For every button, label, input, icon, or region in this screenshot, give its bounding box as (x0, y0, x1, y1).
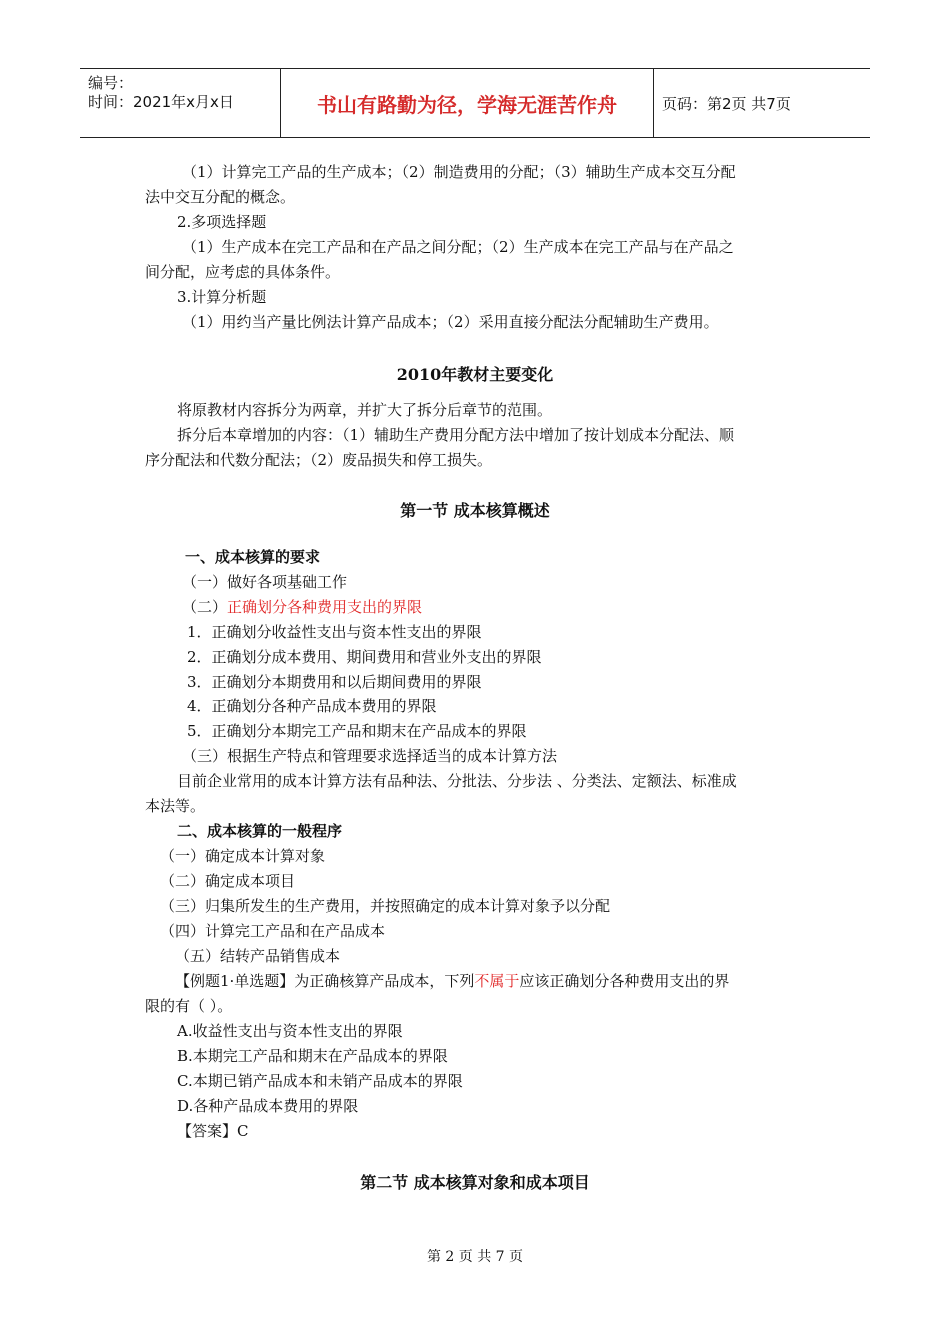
page-label: 页码：第2页 共7页 (662, 94, 791, 113)
option-a: A.收益性支出与资本性支出的界限 (177, 1022, 403, 1040)
intro-line: （1）生产成本在完工产品和在产品之间分配；（2）生产成本在完工产品与在产品之 (182, 238, 734, 256)
list-item: （三）根据生产特点和管理要求选择适当的成本计算方法 (182, 747, 558, 765)
document-header (80, 68, 870, 138)
changes-line: 序分配法和代数分配法；（2）废品损失和停工损失。 (145, 451, 493, 469)
list-item: （五）结转产品销售成本 (175, 947, 341, 965)
motto: 书山有路勤为径，学海无涯苦作舟 (281, 69, 654, 137)
list-item: （二）正确划分各种费用支出的界限 (182, 598, 423, 616)
option-c: C.本期已销产品成本和未销产品成本的界限 (177, 1072, 463, 1090)
number-label: 编号： (88, 74, 134, 92)
list-item: 2．正确划分成本费用、期间费用和营业外支出的界限 (187, 648, 542, 666)
list-item: （二）确定成本项目 (160, 872, 296, 890)
subheading: 二、成本核算的一般程序 (177, 822, 343, 840)
option-d: D.各种产品成本费用的界限 (177, 1097, 359, 1115)
intro-line: 2.多项选择题 (177, 213, 267, 231)
answer: 【答案】C (177, 1122, 249, 1140)
changes-line: 拆分后本章增加的内容：（1）辅助生产费用分配方法中增加了按计划成本分配法、顺 (177, 426, 735, 444)
changes-heading: 2010年教材主要变化 (396, 365, 554, 384)
list-item: （四）计算完工产品和在产品成本 (160, 922, 386, 940)
section1-heading: 第一节 成本核算概述 (400, 501, 550, 520)
time-label: 时间：2021年x月x日 (88, 93, 234, 111)
changes-line: 将原教材内容拆分为两章，并扩大了拆分后章节的范围。 (177, 401, 553, 419)
section2-heading: 第二节 成本核算对象和成本项目 (360, 1173, 590, 1192)
intro-line: 间分配，应考虑的具体条件。 (145, 263, 341, 281)
intro-line: （1）用约当产量比例法计算产品成本；（2）采用直接分配法分配辅助生产费用。 (182, 313, 719, 331)
list-item: （一）确定成本计算对象 (160, 847, 326, 865)
list-item: （三）归集所发生的生产费用，并按照确定的成本计算对象予以分配 (160, 897, 611, 915)
option-b: B.本期完工产品和期末在产品成本的界限 (177, 1047, 448, 1065)
subheading: 一、成本核算的要求 (185, 548, 321, 566)
paragraph-line: 目前企业常用的成本计算方法有品种法、分批法、分步法 、分类法、定额法、标准成 (177, 772, 737, 790)
intro-line: 3.计算分析题 (177, 288, 267, 306)
question-line: 【例题1·单选题】为正确核算产品成本，下列不属于应该正确划分各种费用支出的界 (175, 972, 730, 990)
highlight-text: 不属于 (474, 972, 520, 990)
question-line: 限的有（ ）。 (145, 997, 233, 1015)
paragraph-line: 本法等。 (145, 797, 206, 815)
list-item: 1．正确划分收益性支出与资本性支出的界限 (187, 623, 482, 641)
page-footer: 第 2 页 共 7 页 (426, 1249, 524, 1265)
list-item: 5．正确划分本期完工产品和期末在产品成本的界限 (187, 722, 527, 740)
list-item: 3．正确划分本期费用和以后期间费用的界限 (187, 673, 482, 691)
list-item: （一）做好各项基础工作 (182, 573, 348, 591)
intro-line: （1）计算完工产品的生产成本；（2）制造费用的分配；（3）辅助生产成本交互分配 (182, 163, 736, 181)
header-meta (80, 69, 281, 137)
highlight-text: 正确划分各种费用支出的界限 (227, 598, 423, 616)
list-item: 4．正确划分各种产品成本费用的界限 (187, 697, 437, 715)
intro-line: 法中交互分配的概念。 (145, 188, 296, 206)
